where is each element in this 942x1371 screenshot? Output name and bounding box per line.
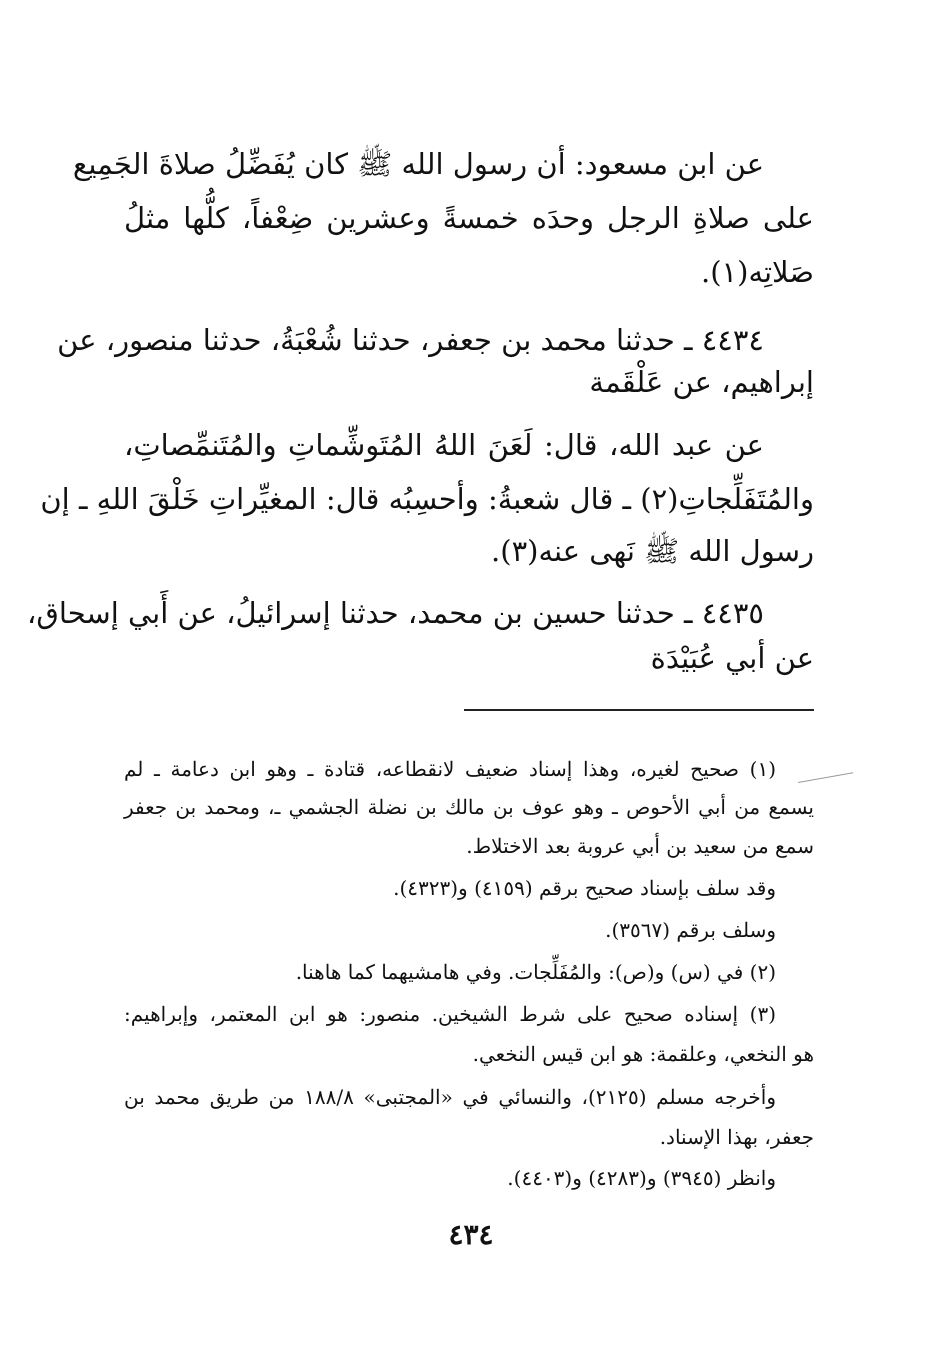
hadith-number-line: ٤٤٣٥ ـ حدثنا حسين بن محمد، حدثنا إسرائيلُ، عن أَبي إسحاق، [27, 596, 764, 630]
body-line: صَلاتِه(١). [701, 255, 814, 289]
footnote-line: (٢) في (س) و(ص): والمُفَلِّجات. وفي هامشيهما كما هاهنا. [295, 960, 776, 984]
footnote-line: وسلف برقم (٣٥٦٧). [605, 918, 776, 942]
body-line: عن ابن مسعود: أن رسول الله ﷺ كان يُفَضِّلُ صلاةَ الجَمِيع [72, 147, 764, 181]
footnote-line: (١) صحيح لغيره، وهذا إسناد ضعيف لانقطاعه، قتادة ـ وهو ابن دعامة ـ لم [124, 757, 776, 781]
body-line: رسول الله ﷺ نَهى عنه(٣). [491, 534, 814, 568]
body-line: عن أبي عُبَيْدَة [650, 641, 814, 675]
footnote-line: جعفر، بهذا الإسناد. [659, 1125, 814, 1149]
footnote-line: وأخرجه مسلم (٢١٢٥)، والنسائي في «المجتبى» ١٨٨/٨ من طريق محمد بن [124, 1085, 776, 1109]
footnote-line: وقد سلف بإسناد صحيح برقم (٤١٥٩) و(٤٣٢٣). [393, 876, 776, 900]
footnote-line: (٣) إسناده صحيح على شرط الشيخين. منصور: هو ابن المعتمر، وإبراهيم: [124, 1002, 776, 1026]
body-line: والمُتَفَلِّجاتِ(٢) ـ قال شعبةُ: وأحسِبُه قال: المغيِّراتِ خَلْقَ اللهِ ـ إن [40, 482, 814, 516]
footnote-line: وانظر (٣٩٤٥) و(٤٢٨٣) و(٤٤٠٣). [507, 1166, 776, 1190]
footnote-separator [464, 709, 814, 711]
body-line: إبراهيم، عن عَلْقَمة [589, 365, 814, 399]
footnote-line: يسمع من أبي الأحوص ـ وهو عوف بن مالك بن نضلة الجشمي ـ، ومحمد بن جعفر [124, 795, 814, 819]
body-line: على صلاةِ الرجل وحدَه خمسةً وعشرين ضِعْفاً، كلُّها مثلُ [124, 201, 814, 235]
footnote-line: هو النخعي، وعلقمة: هو ابن قيس النخعي. [472, 1042, 814, 1066]
body-line: عن عبد الله، قال: لَعَنَ اللهُ المُتَوشِّماتِ والمُتَنمِّصاتِ، [124, 428, 764, 462]
footnote-line: سمع من سعيد بن أبي عروبة بعد الاختلاط. [466, 834, 814, 858]
page-number: ٤٣٤ [448, 1218, 494, 1251]
hadith-number-line: ٤٤٣٤ ـ حدثنا محمد بن جعفر، حدثنا شُعْبَةُ، حدثنا منصور، عن [57, 323, 764, 357]
